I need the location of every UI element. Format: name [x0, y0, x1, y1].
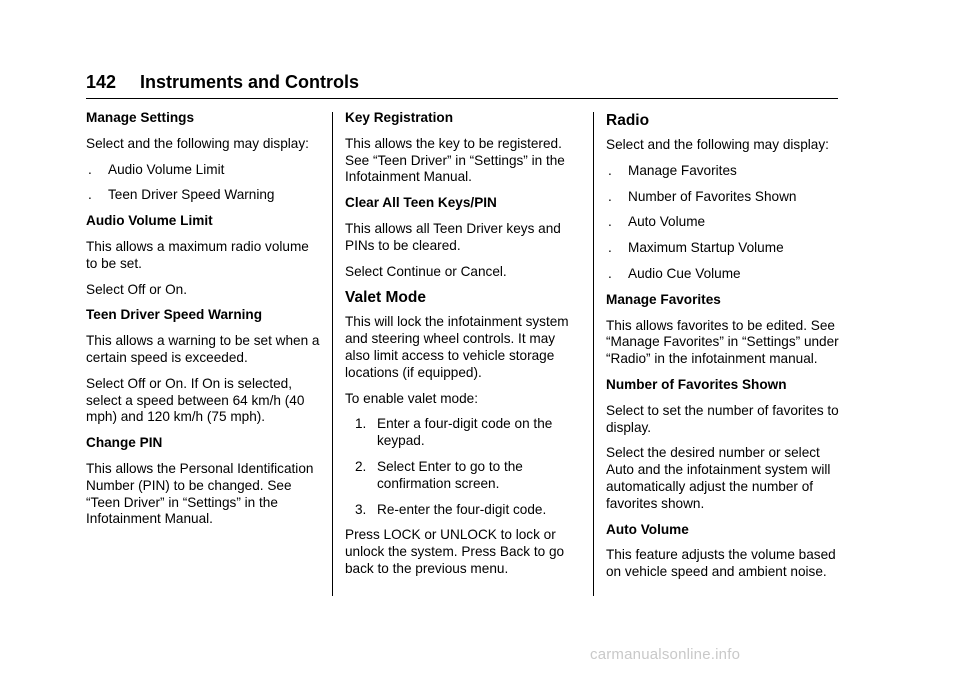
- section-title: Instruments and Controls: [140, 72, 360, 92]
- paragraph: Select and the following may display:: [86, 135, 309, 151]
- list-item: . Auto Volume: [608, 214, 706, 230]
- bullet-icon: .: [608, 265, 612, 281]
- list-item: . Maximum Startup Volume: [608, 240, 784, 256]
- bullet-icon: .: [608, 240, 612, 256]
- paragraph: This allows the Personal Identification Number (PIN) to be changed. See “Teen Driver” in “Settings” in the Infotainment Manual.: [86, 460, 314, 527]
- list-item: . Number of Favorites Shown: [608, 188, 797, 204]
- numbered-step: 3. Re-enter the four-digit code.: [355, 501, 547, 517]
- column-divider-2: [593, 112, 594, 596]
- column-3: [606, 110, 842, 590]
- bullet-icon: .: [608, 188, 612, 204]
- heading-manage-settings: Manage Settings: [86, 110, 195, 125]
- paragraph: To enable valet mode:: [345, 390, 479, 406]
- paragraph: This allows the key to be registered. See “Teen Driver” in “Settings” in the Infotainment Manual.: [345, 135, 565, 185]
- list-item: . Audio Volume Limit: [88, 161, 225, 177]
- page-number: 142: [86, 72, 117, 92]
- paragraph: Select and the following may display:: [606, 137, 829, 152]
- list-item: . Audio Cue Volume: [608, 265, 741, 281]
- watermark: carmanualsonline.info: [590, 646, 741, 663]
- paragraph: Select to set the number of favorites to display.: [606, 402, 839, 435]
- heading-number-of-favorites: Number of Favorites Shown: [606, 376, 787, 392]
- paragraph: Select Off or On. If On is selected, select a speed between 64 km/h (40 mph) and 120 km/h (75 mph).: [86, 375, 305, 425]
- paragraph: Select Continue or Cancel.: [345, 263, 507, 279]
- paragraph: This allows a maximum radio volume to be set.: [86, 238, 309, 271]
- paragraph: Press LOCK or UNLOCK to lock or unlock the system. Press Back to go back to the previous menu.: [345, 527, 565, 576]
- column-divider-1: [332, 112, 333, 596]
- numbered-step: 1. Enter a four-digit code on the keypad.: [355, 416, 553, 449]
- bullet-icon: .: [608, 162, 612, 178]
- heading-clear-teen-keys: Clear All Teen Keys/PIN: [345, 195, 497, 211]
- page-header: [86, 70, 838, 99]
- heading-valet-mode: Valet Mode: [345, 289, 426, 307]
- list-item: . Manage Favorites: [608, 162, 737, 178]
- paragraph: This allows favorites to be edited. See “Manage Favorites” in “Settings” under “Radio” in the infotainment manual.: [606, 317, 839, 367]
- paragraph: This will lock the infotainment system and steering wheel controls. It may also limit access to vehicle storage locations (if equipped).: [345, 314, 569, 380]
- numbered-step: 2. Select Enter to go to the confirmation screen.: [355, 458, 523, 491]
- heading-manage-favorites: Manage Favorites: [606, 291, 721, 307]
- list-item: . Teen Driver Speed Warning: [88, 187, 275, 203]
- heading-teen-driver-speed-warning: Teen Driver Speed Warning: [86, 307, 263, 323]
- heading-change-pin: Change PIN: [86, 435, 163, 451]
- bullet-icon: .: [88, 161, 92, 177]
- column-1: [86, 110, 322, 537]
- column-2: [345, 110, 581, 587]
- heading-audio-volume-limit: Audio Volume Limit: [86, 213, 213, 229]
- heading-auto-volume: Auto Volume: [606, 521, 689, 537]
- paragraph: This allows a warning to be set when a certain speed is exceeded.: [86, 333, 320, 365]
- paragraph: Select Off or On.: [86, 281, 187, 297]
- heading-key-registration: Key Registration: [345, 110, 454, 125]
- paragraph: This feature adjusts the volume based on vehicle speed and ambient noise.: [606, 547, 836, 580]
- bullet-icon: .: [608, 214, 612, 230]
- heading-radio: Radio: [606, 112, 650, 129]
- bullet-icon: .: [88, 187, 92, 203]
- paragraph: This allows all Teen Driver keys and PINs to be cleared.: [345, 220, 561, 253]
- paragraph: Select the desired number or select Auto and the infotainment system will automatically adjust the number of favorites shown.: [606, 445, 831, 511]
